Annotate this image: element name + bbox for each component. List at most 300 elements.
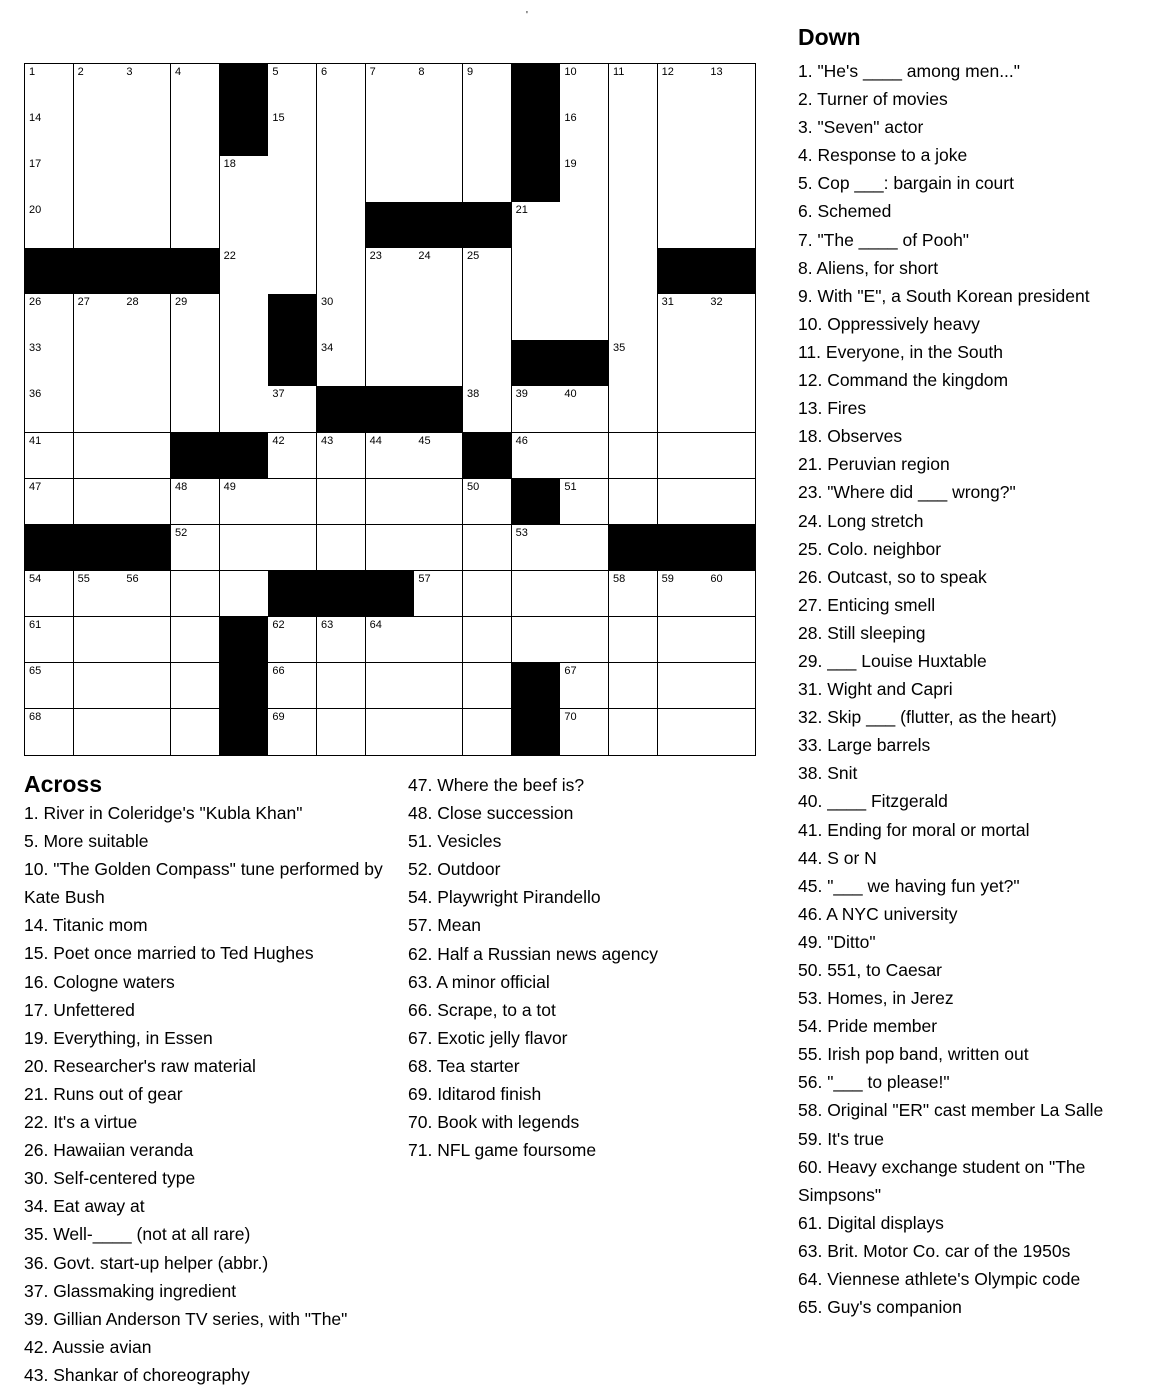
clue: 60. Heavy exchange student on "The Simpsons"	[798, 1156, 1086, 1205]
clue: 35. Well-____ (not at all rare)	[24, 1224, 251, 1245]
grid-cell	[25, 386, 74, 433]
clue-number: 25	[467, 250, 480, 263]
grid-cell	[122, 202, 171, 249]
clue-number: 60	[710, 572, 723, 585]
grid-cell	[366, 340, 415, 387]
clue: 3. "Seven" actor	[798, 117, 924, 138]
black-square	[268, 571, 317, 618]
grid-cell	[512, 248, 561, 295]
grid-cell	[512, 617, 561, 664]
grid-cell	[317, 433, 366, 480]
grid-cell	[706, 294, 755, 341]
clue: 21. Peruvian region	[798, 454, 950, 475]
clue: 42. Aussie avian	[24, 1336, 152, 1357]
grid-cell	[268, 386, 317, 433]
across-heading: Across	[24, 771, 102, 797]
clue: 33. Large barrels	[798, 735, 931, 756]
clue-number: 16	[564, 112, 577, 125]
grid-cell	[463, 571, 512, 618]
clue-number: 40	[564, 388, 577, 401]
black-square	[122, 525, 171, 572]
grid-cell	[609, 64, 658, 111]
black-square	[560, 340, 609, 387]
grid-cell	[317, 294, 366, 341]
grid-cell	[317, 64, 366, 111]
clue: 69. Iditarod finish	[408, 1084, 542, 1105]
grid-cell	[171, 64, 220, 111]
clue: 1. "He's ____ among men..."	[798, 61, 1020, 81]
clue-number: 52	[175, 526, 188, 539]
grid-cell	[414, 248, 463, 295]
grid-cell	[658, 571, 707, 618]
clue: 37. Glassmaking ingredient	[24, 1280, 237, 1301]
clue: 18. Observes	[798, 426, 903, 447]
clue: 43. Shankar of choreography	[24, 1364, 250, 1385]
black-square	[658, 525, 707, 572]
grid-cell	[366, 525, 415, 572]
clue-number: 41	[29, 434, 42, 447]
black-square	[512, 479, 561, 526]
grid-cell	[317, 202, 366, 249]
clue: 27. Enticing smell	[798, 594, 936, 615]
clue-number: 33	[29, 342, 42, 355]
grid-cell	[609, 709, 658, 756]
clue-number: 65	[29, 664, 42, 677]
clue-number: 22	[223, 250, 236, 263]
grid-cell	[560, 64, 609, 111]
grid-cell	[25, 156, 74, 203]
grid-cell	[366, 617, 415, 664]
clue: 38. Snit	[798, 763, 858, 784]
clue: 66. Scrape, to a tot	[408, 999, 556, 1020]
clue-number: 36	[29, 388, 42, 401]
grid-cell	[220, 525, 269, 572]
grid-cell	[414, 663, 463, 710]
grid-cell	[25, 202, 74, 249]
grid-cell	[74, 64, 123, 111]
grid-cell	[463, 248, 512, 295]
grid-cell	[317, 617, 366, 664]
black-square	[220, 110, 269, 157]
grid-cell	[658, 340, 707, 387]
top-mark: '	[526, 10, 528, 21]
clue-number: 70	[564, 710, 577, 723]
grid-cell	[414, 617, 463, 664]
clue-number: 56	[126, 572, 139, 585]
grid-cell	[463, 479, 512, 526]
black-square	[220, 64, 269, 111]
grid-cell	[706, 479, 755, 526]
grid-cell	[268, 202, 317, 249]
black-square	[317, 386, 366, 433]
grid-cell	[560, 433, 609, 480]
clue-number: 17	[29, 158, 42, 171]
grid-cell	[268, 64, 317, 111]
clue: 5. Cop ___: bargain in court	[798, 173, 1014, 194]
grid-cell	[366, 479, 415, 526]
black-square	[220, 663, 269, 710]
grid-cell	[706, 617, 755, 664]
grid-cell	[609, 294, 658, 341]
grid-cell	[268, 663, 317, 710]
clue: 54. Playwright Pirandello	[408, 887, 601, 908]
grid-cell	[317, 340, 366, 387]
clue-number: 1	[29, 66, 36, 78]
black-square	[512, 340, 561, 387]
grid-cell	[560, 525, 609, 572]
grid-cell	[512, 571, 561, 618]
grid-cell	[512, 525, 561, 572]
grid-cell	[25, 709, 74, 756]
clue-number: 21	[515, 204, 528, 217]
grid-cell	[317, 709, 366, 756]
black-square	[220, 617, 269, 664]
clue: 63. A minor official	[408, 971, 550, 992]
grid-cell	[560, 571, 609, 618]
black-square	[171, 433, 220, 480]
grid-cell	[560, 709, 609, 756]
clue: 29. ___ Louise Huxtable	[798, 650, 987, 671]
clue: 10. Oppressively heavy	[798, 313, 980, 334]
black-square	[658, 248, 707, 295]
black-square	[512, 110, 561, 157]
grid-cell	[74, 479, 123, 526]
grid-cell	[171, 294, 220, 341]
clue: 62. Half a Russian news agency	[408, 943, 658, 964]
clue: 1. River in Coleridge's "Kubla Khan"	[24, 803, 303, 823]
grid-cell	[463, 663, 512, 710]
grid-cell	[414, 571, 463, 618]
clue-number: 45	[418, 434, 431, 447]
grid-cell	[366, 156, 415, 203]
clue-number: 43	[321, 434, 334, 447]
clue-number: 66	[272, 664, 285, 677]
clue-number: 10	[564, 66, 577, 78]
grid-cell	[220, 479, 269, 526]
clue: 19. Everything, in Essen	[24, 1027, 213, 1048]
grid-cell	[706, 663, 755, 710]
clue: 36. Govt. start-up helper (abbr.)	[24, 1252, 269, 1273]
grid-cell	[463, 525, 512, 572]
clue-number: 50	[467, 480, 480, 493]
grid-cell	[366, 248, 415, 295]
grid-cell	[706, 64, 755, 111]
clue: 45. "___ we having fun yet?"	[798, 875, 1020, 896]
grid-cell	[658, 202, 707, 249]
grid-cell	[609, 479, 658, 526]
grid-cell	[74, 386, 123, 433]
grid-cell	[463, 386, 512, 433]
clue: 51. Vesicles	[408, 831, 502, 852]
grid-cell	[658, 663, 707, 710]
grid-cell	[609, 340, 658, 387]
grid-cell	[414, 294, 463, 341]
grid-cell	[609, 433, 658, 480]
black-square	[512, 64, 561, 111]
grid-cell	[560, 202, 609, 249]
grid-cell	[560, 386, 609, 433]
grid-cell	[463, 110, 512, 157]
grid-cell	[25, 110, 74, 157]
grid-cell	[171, 709, 220, 756]
clue-number: 69	[272, 710, 285, 723]
clue: 14. Titanic mom	[24, 915, 148, 936]
clue-number: 38	[467, 388, 480, 401]
clue-number: 5	[272, 66, 279, 78]
clue: 20. Researcher's raw material	[24, 1055, 256, 1076]
grid-cell	[317, 663, 366, 710]
clue-number: 37	[272, 388, 285, 401]
clue: 32. Skip ___ (flutter, as the heart)	[798, 707, 1057, 728]
grid-cell	[512, 294, 561, 341]
clue-number: 35	[613, 342, 626, 355]
black-square	[463, 433, 512, 480]
clue-number: 26	[29, 296, 42, 309]
clue: 50. 551, to Caesar	[798, 960, 942, 980]
clue-number: 20	[29, 204, 42, 217]
clue: 5. More suitable	[24, 831, 149, 852]
grid-cell	[171, 340, 220, 387]
clue: 6. Schemed	[798, 201, 892, 222]
clue-number: 15	[272, 112, 285, 125]
grid-cell	[25, 571, 74, 618]
grid-cell	[171, 202, 220, 249]
clue: 54. Pride member	[798, 1016, 938, 1037]
grid-cell	[25, 479, 74, 526]
grid-cell	[317, 156, 366, 203]
clue-number: 57	[418, 572, 431, 585]
grid-cell	[560, 479, 609, 526]
grid-cell	[220, 248, 269, 295]
grid-cell	[706, 110, 755, 157]
grid-cell	[122, 64, 171, 111]
grid-cell	[268, 248, 317, 295]
black-square	[317, 571, 366, 618]
clue: 58. Original "ER" cast member La Salle	[798, 1100, 1104, 1121]
black-square	[74, 525, 123, 572]
clue-number: 58	[613, 572, 626, 585]
black-square	[366, 386, 415, 433]
grid-cell	[706, 386, 755, 433]
clue: 64. Viennese athlete's Olympic code	[798, 1269, 1081, 1290]
grid-cell	[414, 110, 463, 157]
clue-number: 32	[710, 296, 723, 309]
grid-cell	[25, 617, 74, 664]
clue-number: 63	[321, 618, 334, 631]
grid-cell	[171, 386, 220, 433]
grid-cell	[122, 709, 171, 756]
grid-cell	[268, 156, 317, 203]
clue: 12. Command the kingdom	[798, 370, 1009, 391]
grid-cell	[122, 663, 171, 710]
grid-cell	[74, 709, 123, 756]
grid-cell	[366, 64, 415, 111]
grid-cell	[560, 156, 609, 203]
grid-cell	[658, 156, 707, 203]
clue: 21. Runs out of gear	[24, 1083, 183, 1104]
grid-cell	[122, 386, 171, 433]
clue-number: 54	[29, 572, 42, 585]
clue-number: 47	[29, 480, 42, 493]
grid-cell	[317, 110, 366, 157]
grid-cell	[463, 709, 512, 756]
clue: 24. Long stretch	[798, 510, 924, 531]
clue: 53. Homes, in Jerez	[798, 988, 954, 1009]
grid-cell	[25, 663, 74, 710]
grid-cell	[463, 617, 512, 664]
black-square	[512, 156, 561, 203]
grid-cell	[171, 110, 220, 157]
grid-cell	[268, 709, 317, 756]
grid-cell	[171, 571, 220, 618]
grid-cell	[268, 433, 317, 480]
clue: 59. It's true	[798, 1128, 885, 1149]
grid-cell	[609, 617, 658, 664]
grid-cell	[414, 525, 463, 572]
grid-cell	[74, 433, 123, 480]
grid-cell	[512, 433, 561, 480]
clue: 47. Where the beef is?	[408, 775, 585, 795]
clue: 15. Poet once married to Ted Hughes	[24, 943, 314, 964]
grid-cell	[706, 202, 755, 249]
clue-number: 9	[467, 66, 474, 78]
clue: 10. "The Golden Compass" tune performed by Kate Bush	[24, 859, 383, 908]
grid-cell	[512, 386, 561, 433]
grid-cell	[658, 617, 707, 664]
grid-cell	[122, 156, 171, 203]
grid-cell	[658, 64, 707, 111]
clue-number: 46	[515, 434, 528, 447]
clue: 4. Response to a joke	[798, 145, 968, 166]
grid-cell	[366, 433, 415, 480]
black-square	[25, 525, 74, 572]
clue-number: 2	[77, 66, 84, 78]
grid-cell	[171, 156, 220, 203]
clue: 48. Close succession	[408, 803, 574, 824]
grid-cell	[609, 202, 658, 249]
clue: 61. Digital displays	[798, 1212, 944, 1233]
clue-number: 31	[661, 296, 674, 309]
grid-cell	[706, 433, 755, 480]
clue-number: 44	[369, 434, 382, 447]
grid-cell	[609, 663, 658, 710]
grid-cell	[414, 156, 463, 203]
clue-number: 51	[564, 480, 577, 493]
grid-cell	[25, 64, 74, 111]
clue: 63. Brit. Motor Co. car of the 1950s	[798, 1240, 1071, 1261]
clue-number: 6	[321, 66, 328, 78]
grid-cell	[122, 294, 171, 341]
clue: 67. Exotic jelly flavor	[408, 1027, 568, 1048]
clue: 7. "The ____ of Pooh"	[798, 229, 970, 250]
grid-cell	[122, 617, 171, 664]
clue: 65. Guy's companion	[798, 1297, 962, 1318]
clue: 34. Eat away at	[24, 1196, 145, 1217]
grid-cell	[560, 617, 609, 664]
grid-cell	[220, 156, 269, 203]
clue-number: 59	[661, 572, 674, 585]
grid-cell	[414, 433, 463, 480]
grid-cell	[658, 110, 707, 157]
clue: 46. A NYC university	[798, 903, 958, 924]
grid-cell	[609, 571, 658, 618]
clue-number: 68	[29, 710, 42, 723]
across-clue-list	[24, 799, 394, 1389]
clue-number: 42	[272, 434, 285, 447]
grid-cell	[220, 294, 269, 341]
clue: 26. Hawaiian veranda	[24, 1140, 194, 1161]
grid-cell	[220, 340, 269, 387]
clue-number: 23	[369, 250, 382, 263]
grid-cell	[560, 110, 609, 157]
black-square	[268, 294, 317, 341]
black-square	[463, 202, 512, 249]
grid-cell	[171, 525, 220, 572]
grid-cell	[366, 110, 415, 157]
grid-cell	[463, 156, 512, 203]
clue-number: 30	[321, 296, 334, 309]
clue: 26. Outcast, so to speak	[798, 566, 987, 587]
clue-number: 12	[661, 66, 674, 78]
down-clue-list	[798, 57, 1148, 1321]
crossword-grid	[24, 63, 756, 756]
grid-cell	[706, 571, 755, 618]
grid-cell	[366, 294, 415, 341]
grid-cell	[609, 156, 658, 203]
clue-number: 11	[613, 66, 625, 78]
grid-cell	[609, 248, 658, 295]
grid-cell	[317, 479, 366, 526]
clue: 8. Aliens, for short	[798, 257, 939, 278]
clue-number: 61	[29, 618, 42, 631]
clue: 30. Self-centered type	[24, 1168, 196, 1189]
clue: 68. Tea starter	[408, 1055, 520, 1076]
grid-cell	[414, 709, 463, 756]
clue: 49. "Ditto"	[798, 931, 876, 952]
clue-number: 34	[321, 342, 334, 355]
clue: 16. Cologne waters	[24, 971, 175, 992]
clue-number: 48	[175, 480, 188, 493]
grid-cell	[220, 386, 269, 433]
grid-cell	[560, 248, 609, 295]
grid-cell	[317, 248, 366, 295]
grid-cell	[268, 525, 317, 572]
grid-cell	[560, 663, 609, 710]
black-square	[74, 248, 123, 295]
grid-cell	[171, 617, 220, 664]
grid-cell	[658, 294, 707, 341]
grid-cell	[122, 433, 171, 480]
grid-cell	[122, 340, 171, 387]
clue: 40. ____ Fitzgerald	[798, 791, 948, 812]
black-square	[512, 709, 561, 756]
clue-number: 49	[223, 480, 236, 493]
black-square	[706, 525, 755, 572]
clue-number: 8	[418, 66, 425, 78]
clue: 25. Colo. neighbor	[798, 538, 942, 559]
grid-cell	[268, 110, 317, 157]
clue-number: 55	[77, 572, 90, 585]
clue-number: 19	[564, 158, 577, 171]
grid-cell	[658, 479, 707, 526]
grid-cell	[74, 663, 123, 710]
clue: 41. Ending for moral or mortal	[798, 819, 1030, 840]
clue-number: 13	[710, 66, 723, 78]
grid-cell	[414, 479, 463, 526]
clue: 56. "___ to please!"	[798, 1072, 950, 1093]
grid-cell	[122, 479, 171, 526]
clue-number: 62	[272, 618, 285, 631]
